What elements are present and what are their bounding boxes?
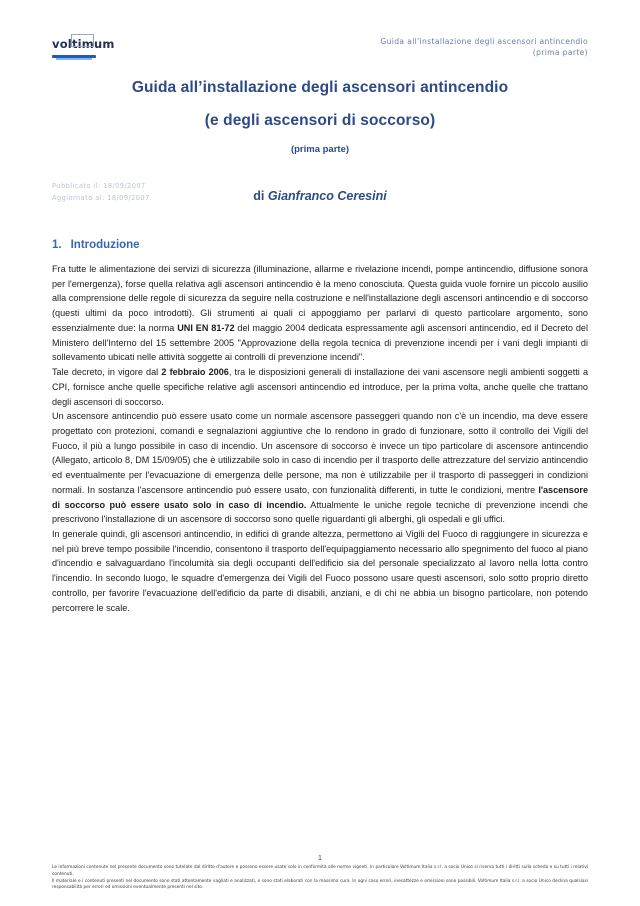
document-content [0,239,640,615]
published-date: Pubblicato il: 18/09/2007 [52,182,146,191]
paragraph-3-bold-emphasis: l'ascensore di soccorso può essere usato solo in caso di incendio. [52,484,588,510]
header-reference [380,36,588,58]
publication-info [52,181,150,204]
disclaimer-line-2: Il materiale e i contenuti presenti nel documento sono stati attentamente vagliati e analizzati, e sono stati elaborati con la massima cura. In ogni caso errori, inesattezze e omissioni sono possibili. Voltimum Italia s.r.l. a socio Unico declina qualsiasi responsabilità per errori ed omissioni eventualmente presenti nel sito. [52,878,588,891]
logo-text: voltimum [52,37,115,51]
paragraph-3-part-a: Un ascensore antincendio può essere usato come un normale ascensore passeggeri quando non c'è un incendio, ma deve essere progettato con protezioni, comandi e segnalazioni aggiuntive che lo rendono in grado di funzionare, sotto il controllo dei Vigili del Fuoco, il più a lungo possibile in caso di incendio. Un ascensore di soccorso è invece un tipo particolare di ascensore antincendio (Allegato, articolo 8, DM 15/09/05) che è utilizzabile solo in caso di incendio per il trasporto delle attrezzature del servizio antincendio ed eventualmente per l'evacuazione di emergenza delle persone, ma non è utilizzabile per il trasporto di passeggeri in condizioni normali. In sostanza l'ascensore antincendio può essere usato, con funzionalità differenti, in tutte le condizioni, mentre [52,411,588,495]
title-block [0,76,640,155]
paragraph-2-part-b: , tra le disposizioni generali di installazione dei vani ascensore negli ambienti soggetti a CPI, fornisce anche quelle specifiche relative agli ascensori antincendio ed introduce, per la prima volta, anche quelle che trattano degli ascensori di soccorso. [52,367,588,407]
paragraph-1-part-a: Fra tutte le alimentazione dei servizi di sicurezza (illuminazione, allarme e rivelazione incendi, pompe antincendio, diffusione sonora per l'emergenza), forse quella relativa agli ascensori antincendio è la meno conosciuta. Questa guida vuole fornire un piccolo ausilio alla comprensione delle regole di sicurezza da seguire nella costruzione e nell'installazione degli ascensori antincendio e di soccorso (questi ultimi da poco introdotti). Gli strumenti ai quali ci appoggiamo per parlarvi di questo particolare argomento, sono essenzialmente due: la norma [52,264,588,333]
disclaimer-line-1: Le informazioni contenute nel presente documento sono tutelate dal diritto d'autore e possono essere usate solo in conformità alle norme vigenti. In particolare Voltimum Italia s.r.l. a socio Unico si riserva tutti i diritti sulla scheda e su tutti i relativi contenuti. [52,865,588,878]
paragraph-1-bold-norm: UNI EN 81-72 [177,322,235,333]
paragraph-2-part-a: Tale decreto, in vigore dal [52,367,162,378]
paragraph-2-bold-date: 2 febbraio 2006 [161,367,229,378]
page-subtitle: (e degli ascensori di soccorso) [204,112,436,130]
page-part-label: (prima parte) [290,144,350,156]
paragraph-3-part-b: Attualmente le uniche regole tecniche di prevenzione incendi che prescrivono l'installazione di un ascensore di soccorso sono quelle riguardanti gli alberghi, gli ospedali e gli uffici. [52,499,588,525]
paragraph-1 [52,262,588,365]
logo-underline-decoration [52,55,96,58]
header-reference-line1: Guida all'installazione degli ascensori antincendio [380,37,588,46]
page-number: 1 [317,853,323,863]
section-heading-introduzione [52,239,588,251]
document-header [0,0,640,58]
footer-disclaimer [52,865,588,892]
section-number: 1. [52,239,62,252]
document-footer [0,853,640,892]
voltimum-logo [52,36,115,56]
updated-date: Aggiornato al: 18/09/2007 [52,193,150,202]
author-prefix: di [253,189,268,204]
section-title: Introduzione [70,239,140,252]
header-reference-line2: (prima parte) [532,48,588,57]
author-name: Gianfranco Ceresini [267,189,387,204]
paragraph-4: In generale quindi, gli ascensori antincendio, in edifici di grande altezza, permettono ai Vigili del Fuoco di raggiungere in sicurezza e nel più breve tempo possibile l'incendio, consentono il trasporto dell'equipaggiamento necessario allo spegnimento del fuoco al piano d'incendio e salvaguardano l'incolumità sia degli occupanti dell'edificio sia del personale specializzato al lavoro nella lotta contro l'incendio. In secondo luogo, le squadre d'emergenza dei Vigili del Fuoco possono usare questi ascensori, solo sotto proprio diretto controllo, per favorire l'evacuazione dell'edificio da parte di disabili, anziani, e di chi ne abbia un bisogno particolare, non potendo percorrere le scale. [52,528,588,613]
meta-row [0,181,640,215]
paragraph-1-part-b: del maggio 2004 dedicata espressamente agli ascensori antincendio, ed il Decreto del Ministero dell'Interno del 15 settembre 2005 "Approvazione della regola tecnica di prevenzione incendi per i vani degli impianti di sollevamento ubicati nelle attività soggette ai controlli di prevenzione incendi". [52,322,588,363]
page-title: Guida all’installazione degli ascensori antincendio [131,79,509,96]
paragraph-3 [52,409,588,527]
paragraph-2 [52,365,588,409]
